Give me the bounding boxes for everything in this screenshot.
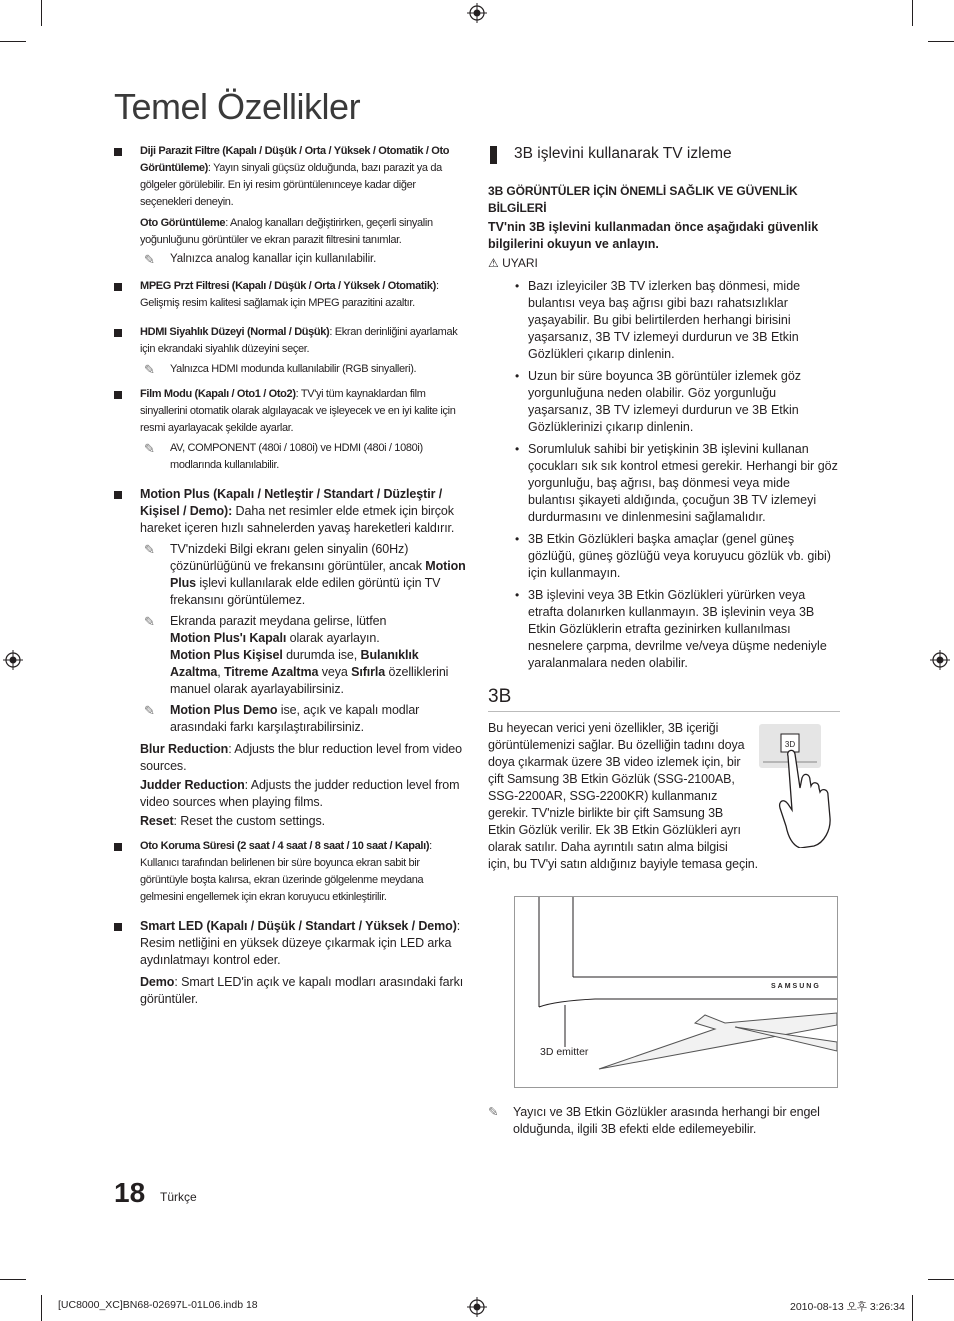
item-text: : Resim netliğini en yüksek düzeye çıkarmak için LED arka aydınlatmayı kontrol eder. bbox=[140, 919, 461, 967]
item-title: Blur Reduction bbox=[140, 742, 229, 756]
section-bar-icon bbox=[490, 146, 497, 164]
tv-drawing bbox=[515, 897, 837, 1087]
list-item bbox=[114, 918, 468, 1008]
bottom-note bbox=[488, 1104, 840, 1138]
section-title: 3B işlevini kullanarak TV izleme bbox=[514, 145, 732, 162]
item-title: Oto Görüntüleme bbox=[140, 217, 226, 229]
note-pencil-icon: ✎ bbox=[144, 362, 155, 377]
list-item-text: Bazı izleyiciler 3B TV izlerken baş dönmesi, mide bulantısı veya baş ağrısı gibi bazı rahatsızlıklar yaşayabilir. Bu gibi belirtilerden herhangi birisini yaşarsanız, 3B TV izlemeyi durdurun ve 3B Etkin Gözlükleri çıkarıp dinlenin. bbox=[528, 279, 801, 361]
list-item bbox=[515, 587, 840, 672]
bullet-dot-icon: • bbox=[515, 588, 520, 602]
heading-3b: 3B bbox=[488, 686, 840, 712]
warning-text: UYARI bbox=[502, 256, 538, 270]
list-item bbox=[515, 368, 840, 436]
note-text: olarak ayarlayın. bbox=[286, 631, 380, 645]
square-bullet-icon bbox=[114, 283, 122, 291]
list-item bbox=[114, 486, 468, 830]
note-text: işlevi kullanılarak elde edilen görüntü için TV frekansını görüntülemez. bbox=[170, 576, 441, 607]
square-bullet-icon bbox=[114, 391, 122, 399]
crop-mark bbox=[0, 41, 26, 42]
list-item bbox=[114, 386, 468, 474]
note-text: Ekranda parazit meydana gelirse, lütfen bbox=[170, 614, 387, 628]
note-text: Yalnızca HDMI modunda kullanılabilir (RGB sinyalleri). bbox=[170, 363, 417, 375]
crop-mark bbox=[41, 0, 42, 26]
health-title: 3B GÖRÜNTÜLER İÇİN ÖNEMLİ SAĞLIK VE GÜVENLİK BİLGİLERİ bbox=[488, 184, 798, 215]
list-item bbox=[114, 278, 468, 312]
list-item-text: Sorumluluk sahibi bir yetişkinin 3B işlevini kullanan çocukları sık sık kontrol etmesi gerekir. Herhangi bir göz yorgunluğu, baş ağrısı, baş dönmesi veya mide bulantısı şikayeti aldığında, çocuğun 3B TV izlemeyi durdurmasını ve dinlenmesini sağlamalıdır. bbox=[528, 442, 838, 524]
list-item-text: 3B Etkin Gözlükleri başka amaçlar (genel güneş gözlüğü, güneş gözlüğü veya koruyucu gözlük vb. gibi) için kullanmayın. bbox=[528, 532, 831, 580]
item-text: : Gelişmiş resim kalitesi sağlamak için MPEG parazitini azaltır. bbox=[140, 280, 439, 309]
note-text: AV, COMPONENT (480i / 1080i) ve HDMI (480i / 1080i) modlarında kullanılabilir. bbox=[170, 442, 423, 471]
svg-text:3D: 3D bbox=[784, 740, 796, 749]
warning-list bbox=[488, 278, 840, 672]
warning-icon: ⚠ bbox=[488, 256, 499, 270]
note-text: TV'nizdeki Bilgi ekranı gelen sinyalin (60Hz) çözünürlüğünü ve frekansını görüntüler, ancak bbox=[170, 542, 422, 573]
note-bold: Motion Plus'ı Kapalı bbox=[170, 631, 287, 645]
item-text: Daha net resimler elde etmek için birçok hareket içeren hızlı sahnelerden yavaş hareketleri kaldırır. bbox=[140, 504, 455, 535]
note-text: Yalnızca analog kanallar için kullanılabilir. bbox=[170, 253, 377, 265]
note-pencil-icon: ✎ bbox=[488, 1105, 499, 1119]
note-text: Yayıcı ve 3B Etkin Gözlükler arasında herhangi bir engel olduğunda, ilgili 3B efekti elde edilemeyebilir. bbox=[513, 1105, 820, 1136]
crop-mark bbox=[912, 1295, 913, 1321]
item-title: Demo bbox=[140, 975, 175, 989]
note-pencil-icon: ✎ bbox=[144, 252, 155, 267]
note-bold: Sıfırla bbox=[351, 665, 386, 679]
registration-mark-icon bbox=[467, 3, 487, 23]
page-number: 18 bbox=[114, 1177, 146, 1208]
square-bullet-icon bbox=[114, 148, 122, 156]
square-bullet-icon bbox=[114, 843, 122, 851]
item-text: : Analog kanalları değiştirirken, geçerli sinyalin yoğunluğunu görüntüler ve ekran parazit filtresini tanımlar. bbox=[140, 217, 433, 246]
bullet-dot-icon: • bbox=[515, 279, 520, 293]
item-text: : Ekran derinliğini ayarlamak için ekrandaki siyahlık düzeyini seçer. bbox=[140, 326, 458, 355]
page-title: Temel Özellikler bbox=[114, 86, 361, 127]
intro-text: TV'nin 3B işlevini kullanmadan önce aşağıdaki güvenlik bilgilerini okuyun ve anlayın. bbox=[488, 220, 819, 251]
warning-label bbox=[488, 255, 840, 272]
list-item bbox=[515, 278, 840, 363]
item-text: : TV'yi tüm kaynaklardan film sinyallerini otomatik olarak algılayacak ve işleyecek ve en iyi kalite için resmi ayarlayacak şekilde ayarlar. bbox=[140, 388, 456, 434]
item-title: Motion Plus (Kapalı / Netleştir / Standart / Düzleştir / Kişisel / Demo): bbox=[140, 487, 443, 518]
note-bold: Motion Plus bbox=[170, 559, 466, 590]
footer-file-info: [UC8000_XC]BN68-02697L-01L06.indb 18 bbox=[58, 1299, 258, 1311]
note-bold: Titreme Azaltma bbox=[223, 665, 319, 679]
square-bullet-icon bbox=[114, 329, 122, 337]
item-text: : Adjusts the judder reduction level from video sources when playing films. bbox=[140, 778, 460, 809]
bullet-dot-icon: • bbox=[515, 532, 520, 546]
list-item bbox=[515, 531, 840, 582]
item-title: Film Modu (Kapalı / Oto1 / Oto2) bbox=[140, 388, 296, 400]
bullet-dot-icon: • bbox=[515, 442, 520, 456]
item-text: : Smart LED'in açık ve kapalı modları arasındaki farkı görüntüler. bbox=[140, 975, 464, 1006]
hand-icon bbox=[770, 748, 840, 848]
square-bullet-icon bbox=[114, 923, 122, 931]
note-text: ise, açık ve kapalı modlar arasındaki farkı karşılaştırabilirsiniz. bbox=[170, 703, 420, 734]
item-title: Oto Koruma Süresi (2 saat / 4 saat / 8 saat / 10 saat / Kapalı) bbox=[140, 840, 430, 852]
footer-date-info: 2010-08-13 오후 3:26:34 bbox=[790, 1301, 905, 1313]
crop-mark bbox=[912, 0, 913, 26]
note-bold: Motion Plus Kişisel bbox=[170, 648, 283, 662]
list-item-text: Uzun bir süre boyunca 3B görüntüler izlemek göz yorgunluğuna neden olabilir. Göz yorgunluğu yaşarsanız, 3B TV izlemeyi durdurun ve 3B Etkin Gözlüklerinizi çıkarıp dinlenin. bbox=[528, 369, 802, 434]
note-text: durumda ise, bbox=[282, 648, 361, 662]
note-bold: Bulanıklık Azaltma bbox=[170, 648, 419, 679]
registration-mark-icon bbox=[467, 1297, 487, 1317]
item-title: Reset bbox=[140, 814, 174, 828]
list-item bbox=[114, 143, 468, 268]
section-heading bbox=[488, 143, 840, 165]
note-text: , bbox=[217, 665, 224, 679]
footer-language: Türkçe bbox=[160, 1190, 197, 1204]
bullet-dot-icon: • bbox=[515, 369, 520, 383]
item-text: : Reset the custom settings. bbox=[173, 814, 325, 828]
paragraph-text: Bu heyecan verici yeni özellikler, 3B içeriği görüntülemenizi sağlar. Bu özelliğin tadını doya doya çıkarmak üzere 3B video izlemek için, bir çift Samsung 3B Etkin Gözlük (SSG-2100AB, SSG-2200AR, SSG-2200KR) kullanmanız gerekir. TV'nizle birlikte bir çift Samsung 3B Etkin Gözlük verilir. Ek 3B Etkin Gözlükleri ayrı olarak satılır. Daha ayrıntılı satın alma bilgisi için, bu TV'yi satın aldığınız bayiyle temasa geçin. bbox=[488, 721, 759, 871]
list-item bbox=[114, 324, 468, 378]
note-pencil-icon: ✎ bbox=[144, 542, 155, 557]
list-item bbox=[114, 838, 468, 906]
note-pencil-icon: ✎ bbox=[144, 614, 155, 629]
list-item-text: 3B işlevini veya 3B Etkin Gözlükleri yürürken veya etrafta dolanırken kullanmayın. 3B işlevinin veya 3B Etkin Gözlüklerin etrafta gezinirken kullanılması nesnelere çarpma, devrilme ve/veya düşme nedeniyle yaralanmalara neden olabilir. bbox=[528, 588, 827, 670]
crop-mark bbox=[928, 41, 954, 42]
tv-illustration bbox=[514, 896, 838, 1088]
note-pencil-icon: ✎ bbox=[144, 703, 155, 718]
square-bullet-icon bbox=[114, 491, 122, 499]
item-text: : Adjusts the blur reduction level from video sources. bbox=[140, 742, 463, 773]
item-title: Diji Parazit Filtre (Kapalı / Düşük / Orta / Yüksek / Otomatik / Oto Görüntüleme) bbox=[140, 145, 450, 174]
tv-brand-logo: SAMSUNG bbox=[771, 983, 821, 990]
left-column bbox=[114, 143, 468, 1016]
note-text: veya bbox=[318, 665, 352, 679]
registration-mark-icon bbox=[3, 650, 23, 670]
note-pencil-icon: ✎ bbox=[144, 441, 155, 456]
crop-mark bbox=[0, 1279, 26, 1280]
item-text: : Kullanıcı tarafından belirlenen bir süre boyunca ekran sabit bir görüntüyle boşta kalırsa, ekran üzerinde gölgelenme meydana gelmesini engellemek için ekran koruyucu etkinleştirilir. bbox=[140, 840, 432, 903]
item-title: Smart LED (Kapalı / Düşük / Standart / Yüksek / Demo) bbox=[140, 919, 457, 933]
item-title: Judder Reduction bbox=[140, 778, 245, 792]
item-title: MPEG Przt Filtresi (Kapalı / Düşük / Orta / Yüksek / Otomatik) bbox=[140, 280, 436, 292]
note-text: özelliklerini manuel olarak ayarlayabilirsiniz. bbox=[170, 665, 449, 696]
crop-mark bbox=[41, 1295, 42, 1321]
crop-mark bbox=[928, 1279, 954, 1280]
emitter-label: 3D emitter bbox=[540, 1046, 589, 1058]
note-bold: Motion Plus Demo bbox=[170, 703, 278, 717]
registration-mark-icon bbox=[930, 650, 950, 670]
item-text: : Yayın sinyali güçsüz olduğunda, bazı parazit ya da gölgeler görülebilir. En iyi resim görüntülenınceye kadar diğer seçenekleri deneyin. bbox=[140, 162, 442, 208]
list-item bbox=[515, 441, 840, 526]
item-title: HDMI Siyahlık Düzeyi (Normal / Düşük) bbox=[140, 326, 330, 338]
